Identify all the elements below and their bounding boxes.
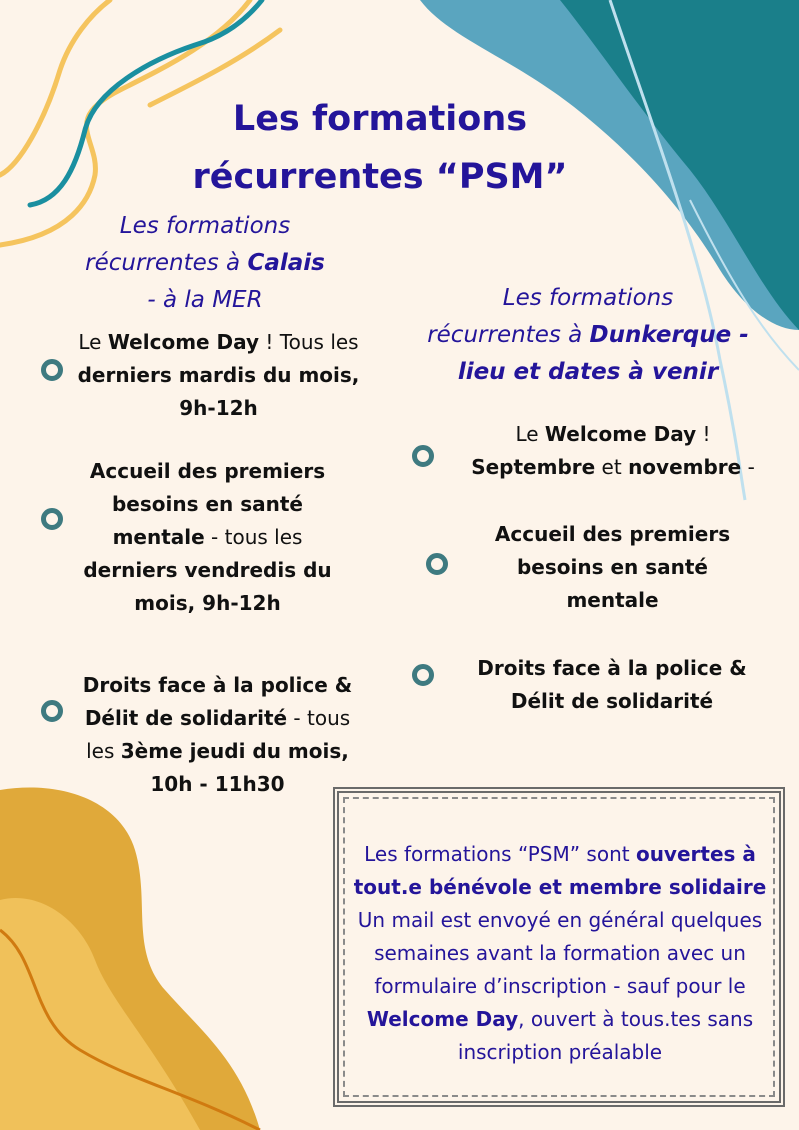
- calais-item-welcome-day: Le Welcome Day ! Tous les derniers mardis du mois, 9h-12h: [77, 330, 360, 420]
- calais-item-sante-mentale: Accueil des premiers besoins en santé mentale - tous les derniers vendredis du mois, 9h-12h: [83, 459, 332, 615]
- bullet-icon: [41, 508, 63, 530]
- calais-heading-line-1: Les formations: [119, 213, 291, 239]
- calais-item-droits-police: Droits face à la police & Délit de solidarité - tous les 3ème jeudi du mois, 10h - 11h30: [82, 673, 353, 796]
- dunkerque-item-droits-police: Droits face à la police & Délit de solidarité: [477, 656, 747, 713]
- calais-heading-line-3: - à la MER: [147, 287, 263, 313]
- bullet-icon: [41, 700, 63, 722]
- dunkerque-heading: [418, 280, 758, 391]
- dunkerque-heading-line-1: Les formations: [502, 285, 674, 311]
- dunkerque-item-welcome-day: Le Welcome Day ! Septembre et novembre -: [471, 422, 755, 479]
- bullet-icon: [412, 664, 434, 686]
- bullet-icon: [426, 553, 448, 575]
- bullet-icon: [41, 359, 63, 381]
- dunkerque-heading-line-2: récurrentes à Dunkerque - lieu et dates à venir: [427, 322, 749, 385]
- page-title: [180, 90, 580, 206]
- info-text: Les formations “PSM” sont ouvertes à tout.e bénévole et membre solidaire Un mail est envoyé en général quelques semaines avant la formation avec un formulaire d’inscription - sauf pour le Welcome Day, ouvert à tous.tes sans inscription préalable: [353, 842, 767, 1064]
- calais-heading: [60, 208, 350, 319]
- title-line-2: récurrentes “PSM”: [192, 157, 568, 197]
- title-line-1: Les formations: [232, 99, 528, 139]
- dunkerque-item-sante-mentale: Accueil des premiers besoins en santé mentale: [494, 522, 731, 612]
- bullet-icon: [412, 445, 434, 467]
- calais-heading-line-2: récurrentes à Calais: [85, 250, 325, 276]
